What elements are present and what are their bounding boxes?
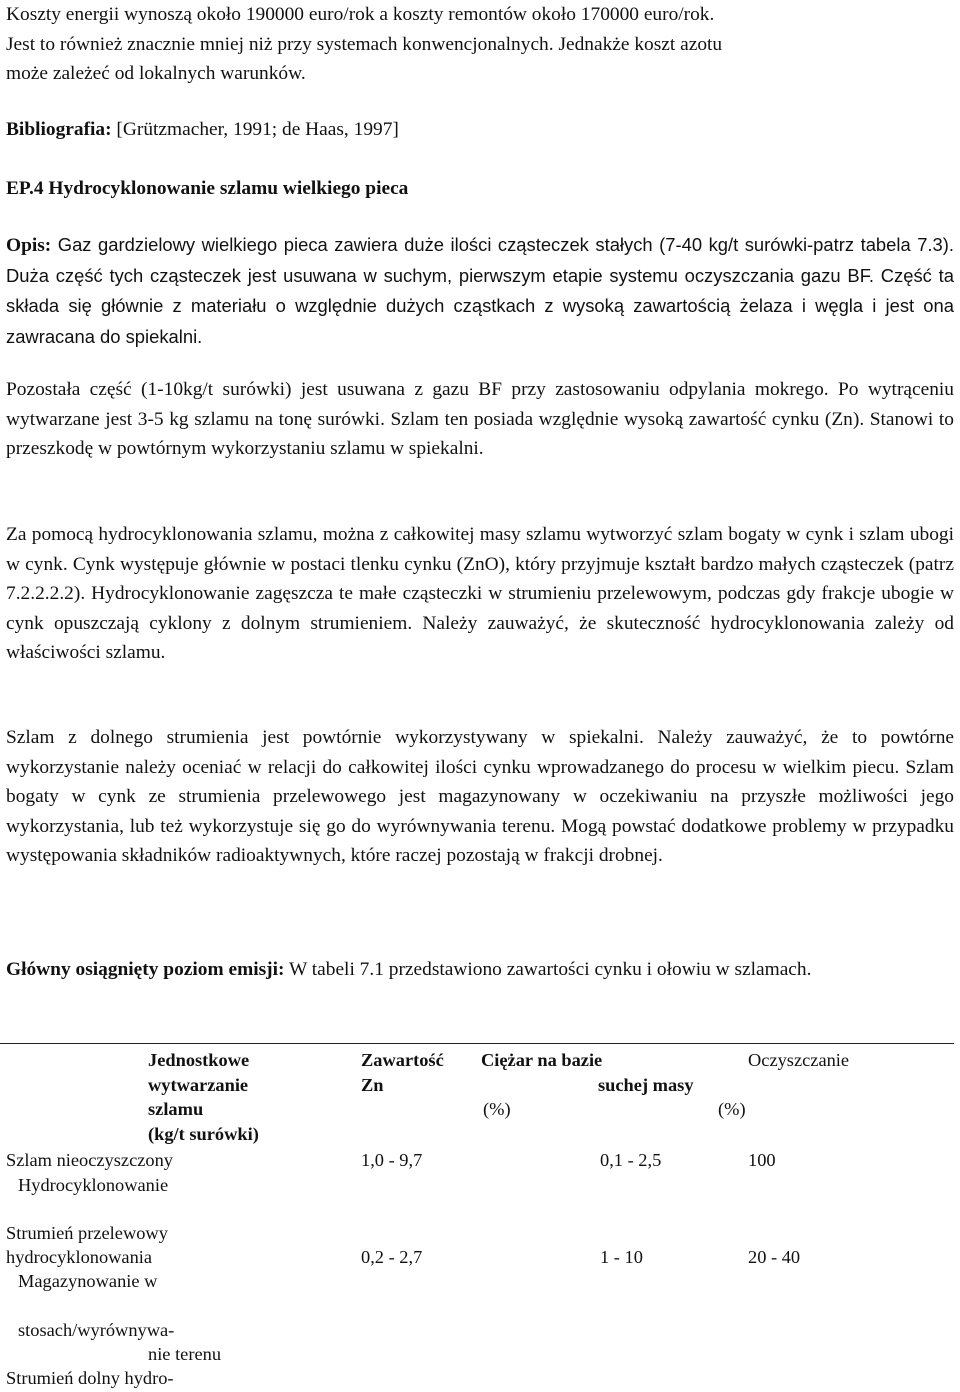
row-label: nie terenu [148, 1344, 222, 1364]
intro-line-3: może zależeć od lokalnych warunków. [6, 63, 306, 84]
row-clean: 20 - 40 [748, 1247, 801, 1267]
intro-line-2: Jest to również znacznie mniej niż przy systemach konwencjonalnych. Jednakże koszt azotu [6, 33, 723, 55]
description-text: Gaz gardzielowy wielkiego pieca zawiera duże ilości cząsteczek stałych (7-40 kg/t surówki-patrz tabela 7.3). Duża część tych cząsteczek jest usuwana w suchym, pierwszym etapie systemu oczyszczania gazu BF. Część ta składa się głównie z materiału o względnie dużych cząstkach z wysoką zawartością żelaza i węgla i jest ona zawracana do spiekalni. [6, 234, 954, 347]
row-label: stosach/wyrównywa- [18, 1320, 175, 1340]
row-label: Szlam nieoczyszczony [6, 1150, 173, 1170]
row-label: Strumień dolny hydro- [6, 1368, 174, 1388]
header-cleaning: Oczyszczanie [748, 1050, 850, 1070]
paragraph-2: Za pomocą hydrocyklonowania szlamu, można z całkowitej masy szlamu wytworzyć szlam bogaty w cynk i szlam ubogi w cynk. Cynk występuje głównie w postaci tlenku cynku (ZnO), który przyjmuje kształt bardzo małych cząsteczek (patrz 7.2.2.2.2). Hydrocyklonowanie zagęszcza te małe cząsteczki w strumieniu przelewowym, podczas gdy frakcje ubogie w cynk opuszczają cyklony z dolnym strumieniem. Należy zauważyć, że skuteczność hydrocyklonowania zależy od właściwości szlamu. [6, 524, 954, 663]
emission-paragraph [6, 955, 954, 985]
paragraph-1: Pozostała część (1-10kg/t surówki) jest usuwana z gazu BF przy zastosowaniu odpylania mokrego. Po wytrąceniu wytwarzane jest 3-5 kg szlamu na tonę surówki. Szlam ten posiada względnie wysoką zawartość cynku (Zn). Stanowi to przeszkodę w powtórnym wykorzystaniu szlamu w spiekalni. [6, 379, 954, 459]
description-paragraph [6, 230, 954, 352]
header-dry-mass-unit: (%) [483, 1099, 511, 1119]
row-dry: 1 - 10 [600, 1247, 643, 1267]
row-zn: 0,2 - 2,7 [361, 1247, 423, 1267]
header-dry-mass-line2: suchej masy [598, 1074, 694, 1095]
row-label: Strumień przelewowy [6, 1223, 168, 1243]
header-unit-production: Jednostkowe wytwarzanie szlamu (kg/t surówki) [148, 1050, 259, 1144]
header-dry-mass-line1: Ciężar na bazie [481, 1050, 603, 1070]
row-zn: 1,0 - 9,7 [361, 1150, 423, 1170]
intro-line-1: Koszty energii wynoszą około 190000 euro/rok a koszty remontów około 170000 euro/rok. [6, 4, 715, 25]
row-dry: 0,1 - 2,5 [600, 1150, 662, 1170]
row-label: Magazynowanie w [18, 1271, 158, 1291]
description-label: Opis: [6, 235, 52, 256]
bibliography [6, 115, 954, 145]
table-top-rule [0, 1043, 954, 1044]
section-title: EP.4 Hydrocyklonowanie szlamu wielkiego pieca [6, 178, 409, 199]
header-zn-content: Zawartość Zn [361, 1050, 444, 1095]
paragraph-3: Szlam z dolnego strumienia jest powtórnie wykorzystywany w spiekalni. Należy zauważyć, że to powtórne wykorzystanie należy oceniać w relacji do całkowitej ilości cynku wprowadzanego do procesu w wielkim piecu. Szlam bogaty w cynk ze strumienia przelewowego jest magazynowany w oczekiwaniu na przyszłe możliwości jego wykorzystania, lub też wykorzystuje się go do wyrównywania terenu. Mogą powstać dodatkowe problemy w przypadku występowania składników radioaktywnych, które raczej pozostają w frakcji drobnej. [6, 727, 954, 866]
row-clean: 100 [748, 1150, 776, 1170]
emission-table [0, 1043, 954, 1392]
bibliography-label: Bibliografia: [6, 119, 112, 140]
header-cleaning-unit: (%) [718, 1099, 746, 1119]
emission-text: W tabeli 7.1 przedstawiono zawartości cynku i ołowiu w szlamach. [284, 959, 812, 980]
row-label: Hydrocyklonowanie [18, 1175, 169, 1195]
bibliography-text: [Grützmacher, 1991; de Haas, 1997] [111, 119, 399, 140]
emission-label: Główny osiągnięty poziom emisji: [6, 959, 285, 980]
row-label: hydrocyklonowania [6, 1247, 153, 1267]
